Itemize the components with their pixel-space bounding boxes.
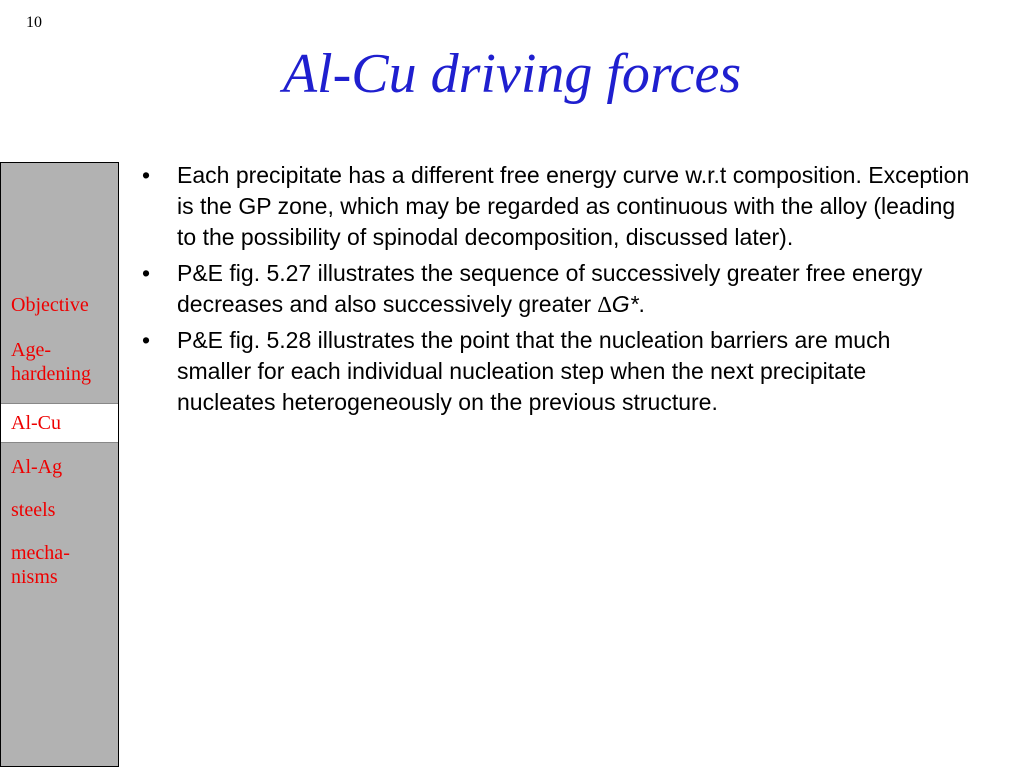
bullet-dot: • (142, 162, 151, 188)
bullet-dot: • (142, 260, 151, 286)
bullet-text: P&E fig. 5.27 illustrates the sequence of successively greater free energy decreases and also successively greater (177, 260, 923, 317)
sidebar-nav (0, 162, 119, 767)
sidebar-item-al-cu[interactable]: Al-Cu (1, 403, 118, 443)
delta-variable: G* (611, 291, 639, 317)
bullet-text: P&E fig. 5.28 illustrates the point that the nucleation barriers are much smaller for each individual nucleation step when the next precipitate nucleates heterogeneously on the previous structure. (177, 327, 891, 415)
sidebar-item-steels[interactable]: steels (11, 499, 56, 521)
slide-number: 10 (26, 14, 42, 31)
bullet-item (140, 325, 970, 418)
bullet-item (140, 258, 970, 320)
bullet-text-end: . (638, 291, 645, 317)
sidebar-item-al-ag[interactable]: Al-Ag (11, 456, 63, 478)
delta-symbol: ∆ (597, 292, 612, 317)
bullet-item (140, 160, 970, 253)
bullet-text: Each precipitate has a different free energy curve w.r.t composition. Exception is the GP zone, which may be regarded as continuous with the alloy (leading to the possibility of spinodal decomposition, discussed later). (177, 162, 970, 250)
bullet-list (140, 160, 970, 423)
slide-title: Al-Cu driving forces (282, 43, 742, 105)
sidebar-item-objective[interactable]: Objective (11, 294, 89, 316)
bullet-dot: • (142, 327, 151, 353)
sidebar-item-mechanisms[interactable]: mecha- nisms (11, 542, 70, 588)
sidebar-item-age-hardening[interactable]: Age- hardening (11, 339, 91, 385)
